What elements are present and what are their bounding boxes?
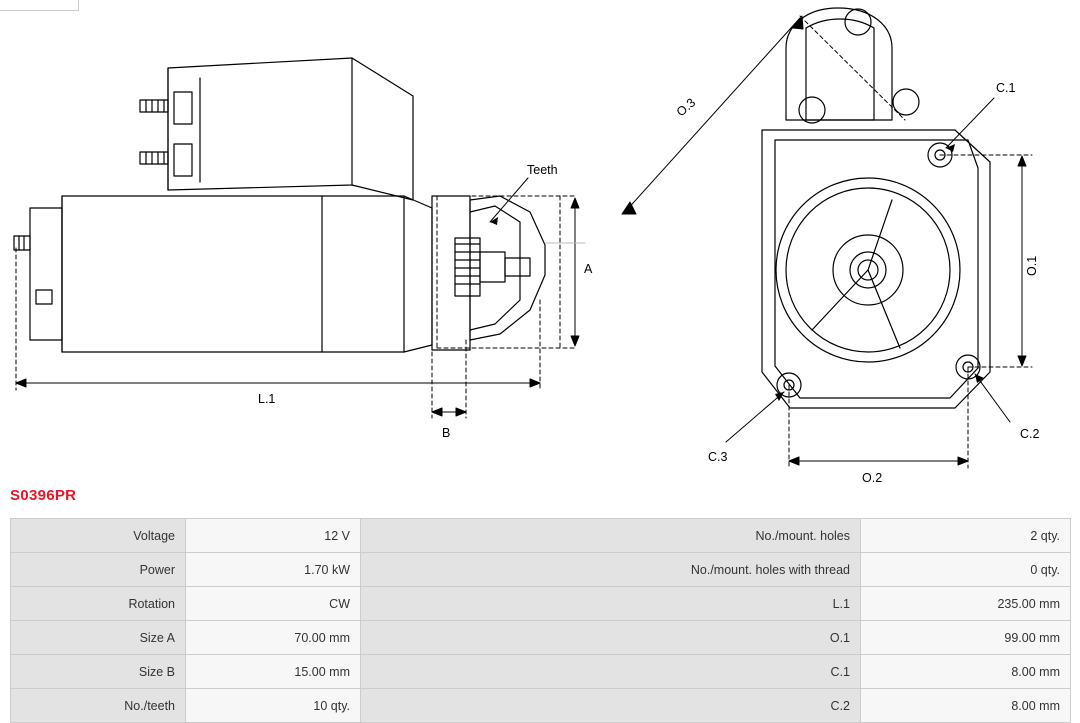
label-l1: L.1 xyxy=(258,392,276,406)
rear-terminal-b xyxy=(36,290,52,304)
label-o1: O.1 xyxy=(1025,255,1039,276)
pinion-gear xyxy=(455,238,480,296)
label-b: B xyxy=(442,426,451,440)
spec-label: Size A xyxy=(11,621,186,655)
spec-value: CW xyxy=(186,587,361,621)
table-row xyxy=(11,689,1071,723)
spec-value: 99.00 mm xyxy=(861,621,1071,655)
part-code: S0396PR xyxy=(10,487,77,504)
solenoid-rear-face xyxy=(352,58,413,200)
leader-c1 xyxy=(946,98,994,148)
terminal-post-upper xyxy=(174,92,192,124)
spec-value: 0 qty. xyxy=(861,553,1071,587)
table-row xyxy=(11,655,1071,689)
housing-hole-top xyxy=(845,9,871,35)
leader-c3 xyxy=(726,392,784,442)
pinion-shaft xyxy=(480,252,505,282)
ext-line-o3 xyxy=(800,16,905,120)
table-row xyxy=(11,519,1071,553)
spec-value: 2 qty. xyxy=(861,519,1071,553)
spec-value: 1.70 kW xyxy=(186,553,361,587)
solenoid-body xyxy=(168,58,352,190)
spec-value: 70.00 mm xyxy=(186,621,361,655)
table-row xyxy=(11,621,1071,655)
spec-label: O.1 xyxy=(361,621,861,655)
spec-value: 8.00 mm xyxy=(861,655,1071,689)
spec-value: 235.00 mm xyxy=(861,587,1071,621)
table-row xyxy=(11,587,1071,621)
label-c1: C.1 xyxy=(996,81,1016,95)
spec-label: Voltage xyxy=(11,519,186,553)
drive-nose xyxy=(470,196,545,340)
spec-label: No./mount. holes with thread xyxy=(361,553,861,587)
spec-label: No./mount. holes xyxy=(361,519,861,553)
spec-value: 8.00 mm xyxy=(861,689,1071,723)
label-a: A xyxy=(584,262,593,276)
spec-label: Power xyxy=(11,553,186,587)
specifications-table xyxy=(10,518,1071,723)
spec-label: C.2 xyxy=(361,689,861,723)
spec-label: L.1 xyxy=(361,587,861,621)
label-teeth: Teeth xyxy=(527,163,558,177)
rib-3 xyxy=(868,270,900,348)
housing-hole-left xyxy=(799,97,825,123)
spec-label: No./teeth xyxy=(11,689,186,723)
motor-body xyxy=(62,196,404,352)
label-c3: C.3 xyxy=(708,450,728,464)
table-row xyxy=(11,553,1071,587)
spec-value: 12 V xyxy=(186,519,361,553)
label-c2: C.2 xyxy=(1020,427,1040,441)
specs-body xyxy=(11,519,1071,723)
label-o2: O.2 xyxy=(862,471,883,482)
rib-2 xyxy=(812,270,868,330)
spec-label: C.1 xyxy=(361,655,861,689)
spec-label: Rotation xyxy=(11,587,186,621)
spec-value: 10 qty. xyxy=(186,689,361,723)
spec-value: 15.00 mm xyxy=(186,655,361,689)
terminal-post-lower xyxy=(174,144,192,176)
spec-label: Size B xyxy=(11,655,186,689)
dim-line-o3 xyxy=(625,18,800,212)
motor-rear xyxy=(404,196,432,352)
label-o3: O.3 xyxy=(673,95,699,120)
rear-cap xyxy=(30,208,62,340)
housing-hole-right xyxy=(893,89,919,115)
drive-housing xyxy=(432,196,470,350)
leader-c2 xyxy=(975,374,1010,422)
